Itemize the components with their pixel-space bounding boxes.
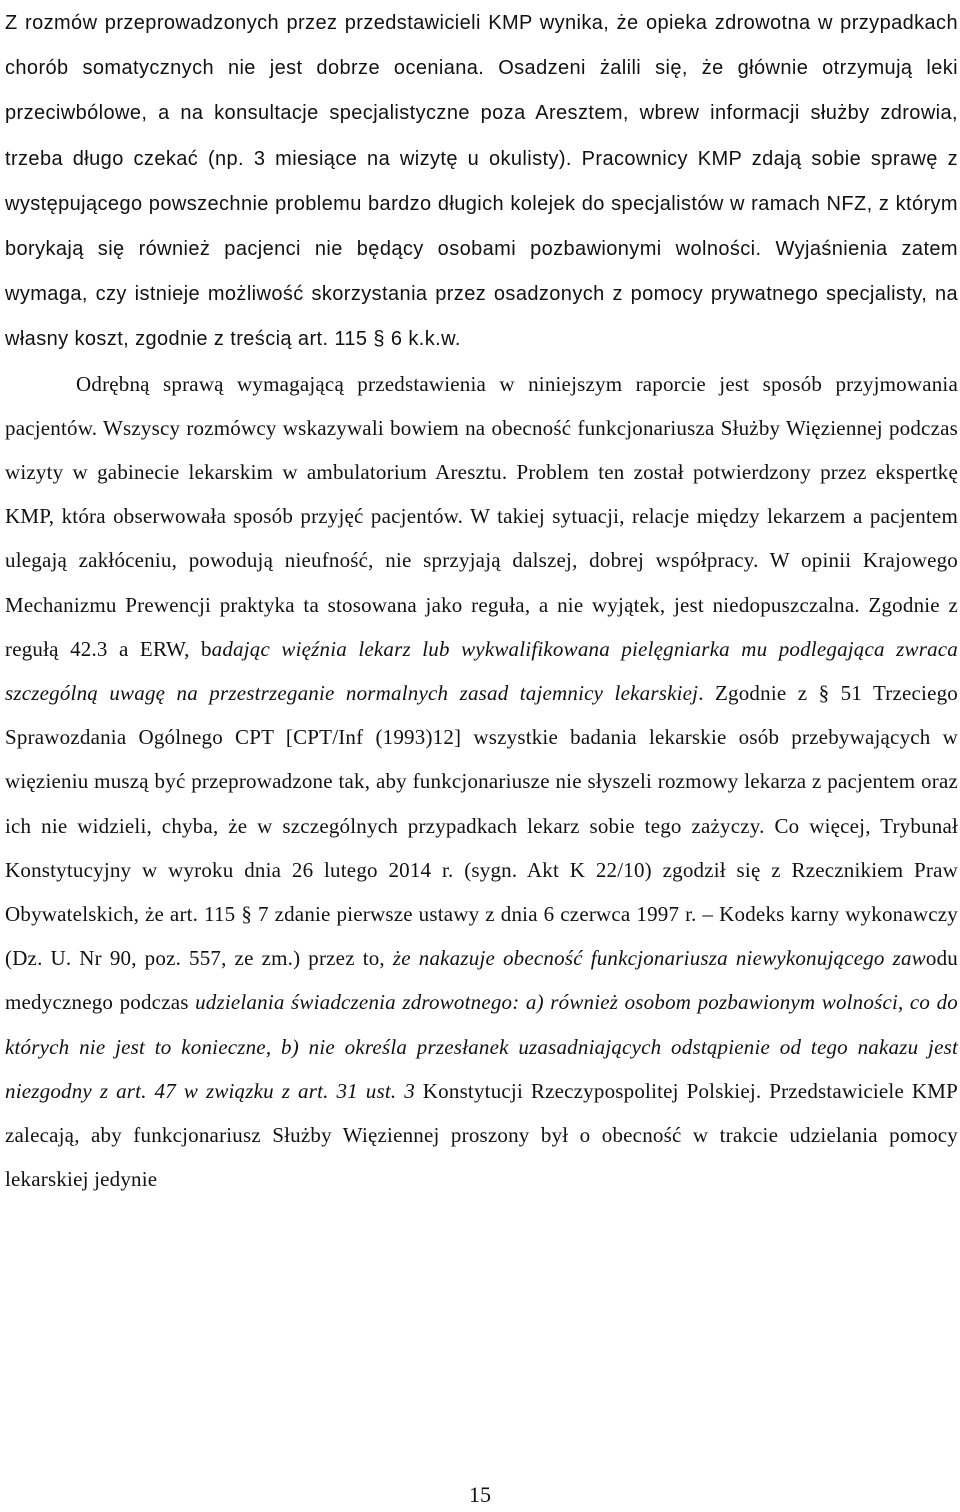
paragraph-2-italic-quote-tk-2: udzielania świadczenia zdrowotnego: a) również osobom pozbawionym wolności, co do których nie jest to konieczne, b) nie określa przesłanek uzasadniających odstąpienie od tego nakazu jest niezgodny z art. 47 w związku z art. 31 ust. 3 [5, 990, 958, 1103]
paragraph-2-text-4: Konstytucji Rzeczypospolitej Polskiej. Przedstawiciele KMP zalecają, aby funkcjonariusz Służby Więziennej proszony był o obecność w trakcie udzielania pomocy lekarskiej jedynie [5, 1078, 958, 1192]
paragraph-2-italic-quote-erw: adając więźnia lekarz lub wykwalifikowana pielęgniarka mu podlegająca zwraca szczególną uwagę na przestrzeganie normalnych zasad tajemnicy lekarskiej [5, 636, 958, 706]
paragraph-1-sans-segment: Z rozmów przeprowadzonych przez przedstawicieli KMP wynika, że opieka zdrowotna w przypadkach chorób somatycznych nie jest dobrze oceniana. Osadzeni żalili się, że głównie otrzymują leki przeciwbólowe, a na konsultacje specjalistyczne poza Aresztem, wbrew informacji służby zdrowia, trzeba długo czekać (np. 3 miesiące na wizytę u okulisty). [5, 12, 958, 170]
paragraph-health-care-assessment [5, 0, 958, 362]
paragraph-2-text-1: Odrębną sprawą wymagającą przedstawienia w niniejszym raporcie jest sposób przyjmowania pacjentów. Wszyscy rozmówcy wskazywali bowiem na obecność funkcjonariusza Służby Więziennej podczas wizyty w gabinecie lekarskim w ambulatorium Aresztu. Problem ten został potwierdzony przez ekspertkę KMP, która obserwowała sposób przyjęć pacjentów. W takiej sytuacji, relacje między lekarzem a pacjentem ulegają zakłóceniu, powodują nieufność, nie sprzyjają dalszej, dobrej współpracy. W opinii Krajowego Mechanizmu Prewencji praktyka ta stosowana jako reguła, a nie wyjątek, jest niedopuszczalna. Zgodnie z regułą 42.3 a ERW, b [5, 371, 958, 661]
paragraph-1-sans-segment-2: Pracownicy KMP zdają sobie sprawę z występującego powszechnie problemu bardzo długich kolejek do specjalistów w ramach NFZ, z którym borykają się również pacjenci nie będący osobami pozbawionymi wolności. Wyjaśnienia zatem wymaga, czy istnieje możliwość skorzystania przez osadzonych z pomocy prywatnego specjalisty, na własny koszt, zgodnie z treścią art. 115 § 6 k.k.w. [5, 147, 958, 351]
paragraph-2-italic-quote-tk-1: że nakazuje obecność funkcjonariusza niewykonującego zaw [392, 946, 926, 971]
paragraph-patient-admission [5, 362, 958, 1202]
paragraph-2-text-3: odu medycznego podczas [5, 946, 958, 1015]
paragraph-2-text-2: . Zgodnie z § 51 Trzeciego Sprawozdania Ogólnego CPT [CPT/Inf (1993)12] wszystkie badania lekarskie osób przebywających w więzieniu muszą być przeprowadzone tak, aby funkcjonariusze nie słyszeli rozmowy lekarza z pacjentem oraz ich nie widzieli, chyba, że w szczególnych przypadkach lekarz sobie tego zażyczy. Co więcej, Trybunał Konstytucyjny w wyroku dnia 26 lutego 2014 r. (sygn. Akt K 22/10) zgodził się z Rzecznikiem Praw Obywatelskich, że art. 115 § 7 zdanie pierwsze ustawy z dnia 6 czerwca 1997 r. – Kodeks karny wykonawczy (Dz. U. Nr 90, poz. 557, ze zm.) przez to, [5, 681, 959, 971]
document-body [5, 0, 958, 1201]
page-number: 15 [469, 1482, 491, 1507]
